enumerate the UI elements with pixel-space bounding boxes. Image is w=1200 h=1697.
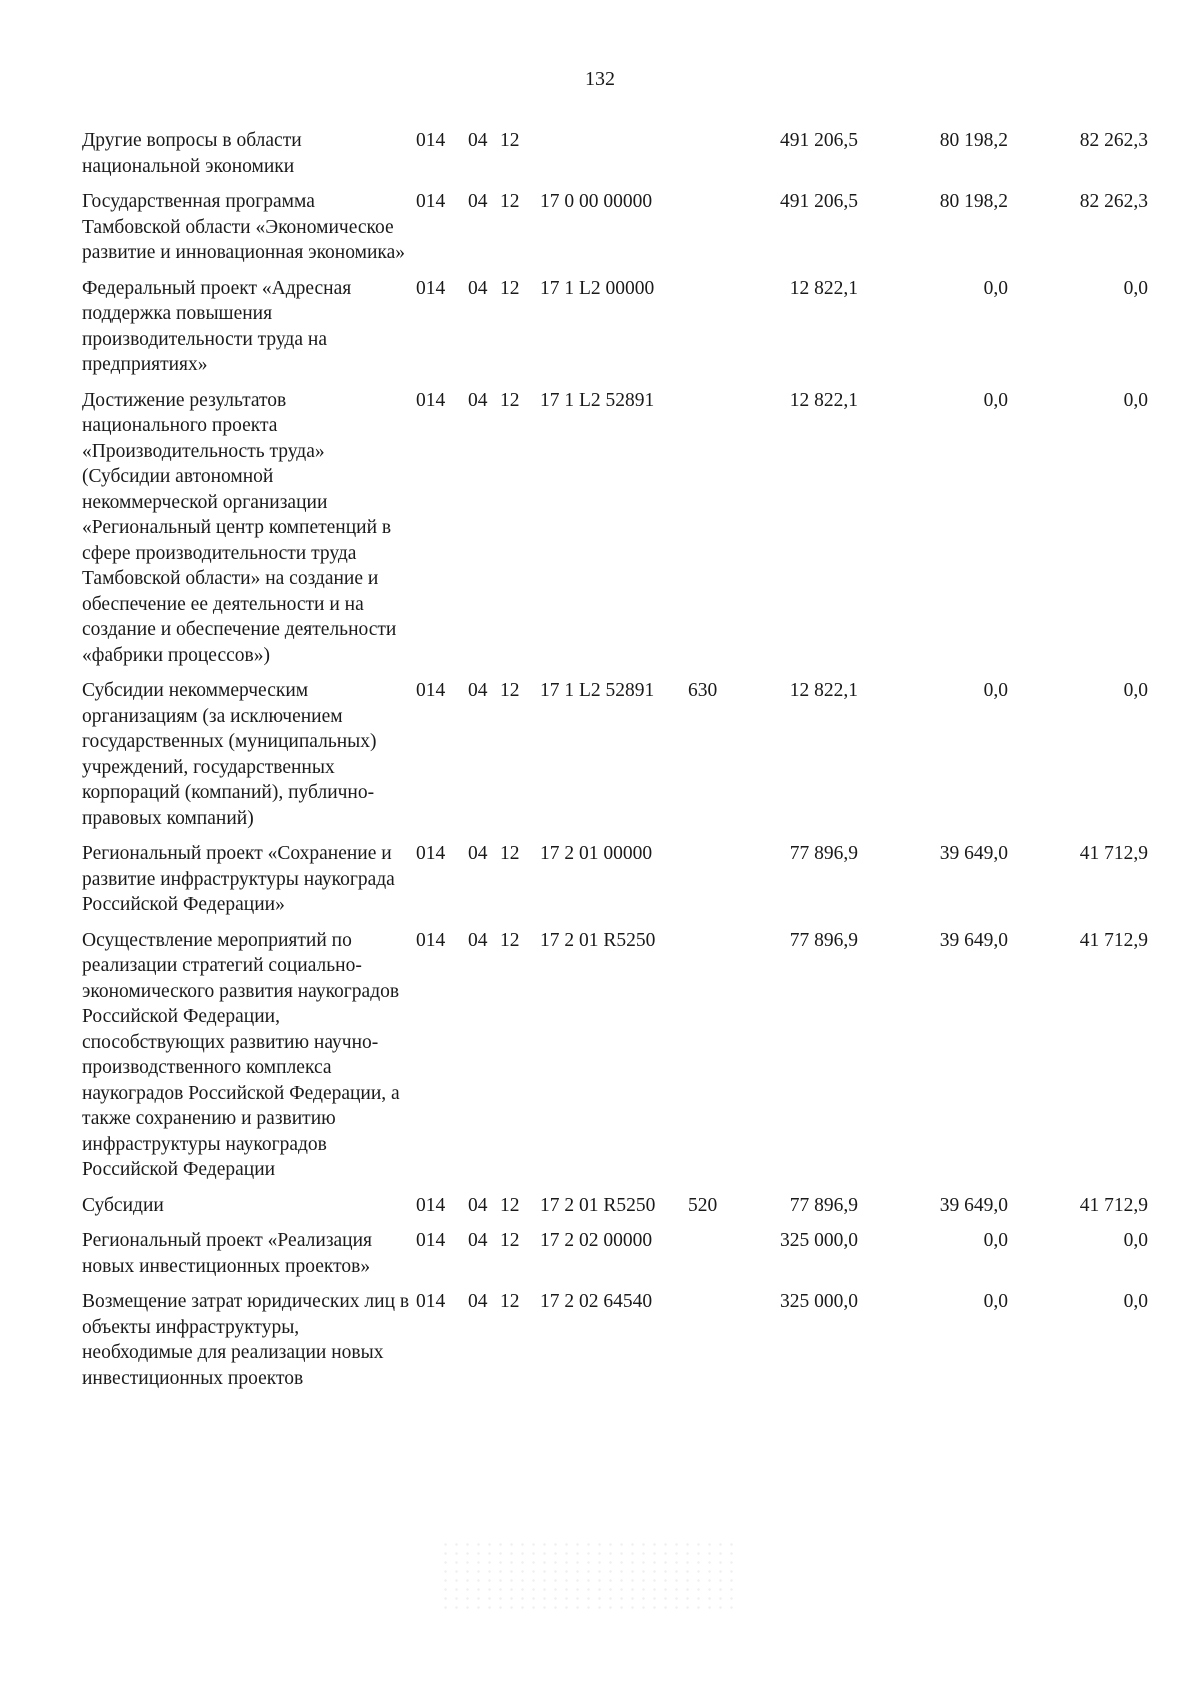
row-name: Региональный проект «Реализация новых инвестиционных проектов» [82,1230,373,1277]
row-amount-year1: 325 000,0 [780,1291,858,1312]
row-name: Возмещение затрат юридических лиц в объекты инфраструктуры, необходимые для реализации новых инвестиционных проектов [82,1291,410,1389]
table-row [82,928,1162,1183]
row-amount-year1: 325 000,0 [780,1230,858,1251]
row-amount-year2: 80 198,2 [939,130,1008,151]
table-row [82,388,1162,669]
row-subsection-code: 12 [500,843,520,864]
row-subsection-code: 12 [500,1194,520,1216]
row-subsection-code: 12 [500,929,520,951]
row-section-code: 04 [468,680,488,701]
row-subsection-code: 12 [500,191,520,212]
row-ved-code: 014 [416,1230,446,1251]
row-amount-year2: 39 649,0 [939,1194,1008,1216]
row-name: Достижение результатов национального проекта «Производительность труда» (Субсидии автономной некоммерческой организации «Региональный центр компетенций в сфере производительности труда Тамбовской области» на создание и обеспечение ее деятельности и на создание и обеспечение деятельности «фабрики процессов») [82,389,397,666]
row-target-article: 17 2 02 64540 [540,1291,653,1312]
row-name: Субсидии некоммерческим организациям (за исключением государственных (муниципальных) учреждений, государственных корпораций (компаний), публично-правовых компаний) [82,680,377,829]
row-amount-year2: 0,0 [983,389,1008,411]
row-section-code: 04 [468,130,488,151]
row-subsection-code: 12 [500,1230,520,1251]
row-amount-year1: 12 822,1 [789,277,858,299]
table-row [82,841,1162,918]
row-name: Федеральный проект «Адресная поддержка повышения производительности труда на предприятиях» [82,277,352,375]
row-section-code: 04 [468,843,488,864]
row-target-article: 17 2 02 00000 [540,1230,653,1251]
row-amount-year3: 0,0 [1123,1291,1148,1312]
row-ved-code: 014 [416,389,446,411]
row-amount-year3: 41 712,9 [1079,929,1148,951]
row-amount-year2: 0,0 [983,680,1008,701]
row-section-code: 04 [468,929,488,951]
row-section-code: 04 [468,1291,488,1312]
row-amount-year1: 77 896,9 [789,1194,858,1216]
table-row [82,189,1162,266]
row-amount-year3: 0,0 [1123,389,1148,411]
row-subsection-code: 12 [500,130,520,151]
row-subsection-code: 12 [500,277,520,299]
row-ved-code: 014 [416,843,446,864]
row-amount-year1: 77 896,9 [789,843,858,864]
row-ved-code: 014 [416,191,446,212]
row-amount-year1: 12 822,1 [789,680,858,701]
row-target-article: 17 0 00 00000 [540,191,653,212]
row-amount-year2: 80 198,2 [939,191,1008,212]
row-amount-year3: 82 262,3 [1079,130,1148,151]
row-amount-year2: 39 649,0 [939,843,1008,864]
row-target-article: 17 1 L2 52891 [540,680,655,701]
table-row [82,1289,1162,1391]
row-name: Осуществление мероприятий по реализации стратегий социально-экономического развития наукоградов Российской Федерации, способствующих развитию научно-производственного комплекса наукоградов Российской Федерации, а также сохранению и развитию инфраструктуры наукоградов Российской Федерации [82,929,400,1180]
row-amount-year3: 41 712,9 [1079,1194,1148,1216]
table-row [82,1228,1162,1279]
row-amount-year2: 39 649,0 [939,929,1008,951]
row-name: Другие вопросы в области национальной экономики [82,130,302,177]
table-row [82,678,1162,831]
row-expense-type: 630 [688,680,718,701]
row-subsection-code: 12 [500,1291,520,1312]
row-amount-year3: 0,0 [1123,277,1148,299]
row-section-code: 04 [468,1230,488,1251]
row-ved-code: 014 [416,680,446,701]
budget-table [82,128,1162,1401]
row-ved-code: 014 [416,277,446,299]
row-target-article: 17 2 01 R5250 [540,1194,656,1216]
row-amount-year3: 0,0 [1123,1230,1148,1251]
row-amount-year1: 491 206,5 [780,130,858,151]
row-target-article: 17 2 01 R5250 [540,929,656,951]
row-amount-year1: 12 822,1 [789,389,858,411]
row-name: Субсидии [82,1194,164,1216]
table-row [82,276,1162,378]
scan-noise [440,1540,740,1610]
row-amount-year3: 41 712,9 [1079,843,1148,864]
row-amount-year1: 491 206,5 [780,191,858,212]
row-ved-code: 014 [416,929,446,951]
table-row [82,128,1162,179]
row-ved-code: 014 [416,130,446,151]
row-subsection-code: 12 [500,680,520,701]
row-amount-year1: 77 896,9 [789,929,858,951]
row-expense-type: 520 [688,1194,718,1216]
row-ved-code: 014 [416,1291,446,1312]
row-target-article: 17 1 L2 00000 [540,277,655,299]
row-ved-code: 014 [416,1194,446,1216]
row-name: Региональный проект «Сохранение и развитие инфраструктуры наукограда Российской Федерации» [82,843,395,915]
row-section-code: 04 [468,191,488,212]
row-subsection-code: 12 [500,389,520,411]
row-amount-year2: 0,0 [983,1291,1008,1312]
table-row [82,1193,1162,1219]
row-section-code: 04 [468,389,488,411]
page-number: 132 [585,68,615,90]
row-section-code: 04 [468,1194,488,1216]
row-amount-year2: 0,0 [983,277,1008,299]
row-amount-year3: 82 262,3 [1079,191,1148,212]
row-target-article: 17 2 01 00000 [540,843,653,864]
row-name: Государственная программа Тамбовской области «Экономическое развитие и инновационная экономика» [82,191,405,263]
row-amount-year2: 0,0 [983,1230,1008,1251]
row-amount-year3: 0,0 [1123,680,1148,701]
row-target-article: 17 1 L2 52891 [540,389,655,411]
row-section-code: 04 [468,277,488,299]
